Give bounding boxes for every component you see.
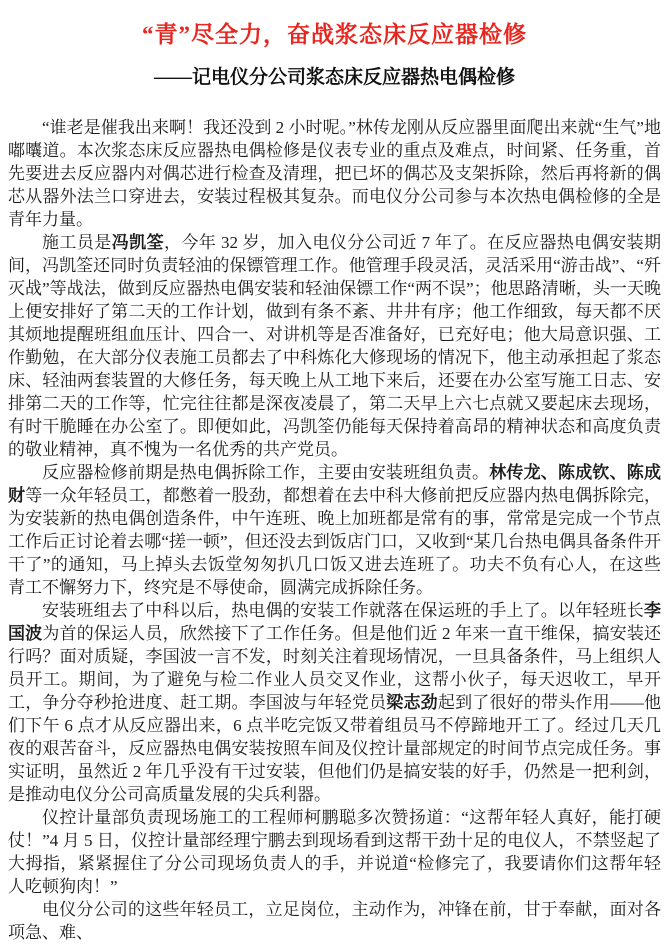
text-run: 起到了很好的带头作用——他们下午 6 点才从反应器出来，6 点半吃完饭又带着组员马不停蹄地开工了。经过几天几夜的艰苦奋斗，反应器热电偶安装按照车间及仪控计量部规定的时间节点完成任务。事实证明，虽然近 2 年几乎没有干过安装，但他们仍是搞安装的好手，仍然是一把利剑，是推动电仪分公司高质量发展的尖兵利器。 xyxy=(8,693,662,804)
paragraph-1 xyxy=(8,116,661,231)
person-name-liang-zhijin: 梁志劲 xyxy=(386,693,438,712)
paragraph-3 xyxy=(8,461,661,599)
article-body xyxy=(8,116,661,944)
paragraph-2 xyxy=(8,231,661,461)
paragraph-4 xyxy=(8,599,661,806)
paragraph-5 xyxy=(8,806,661,898)
text-run: “谁老是催我出来啊！我还没到 2 小时呢。”林传龙刚从反应器里面爬出来就“生气”地嘟囔道。本次浆态床反应器热电偶检修是仪表专业的重点及难点，时间紧、任务重，首先要进去反应器内对偶芯进行检查及清理，把已坏的偶芯及支架拆除，然后再将新的偶芯从器外法兰口穿进去，安装过程极其复杂。而电仪分公司参与本次热电偶检修的全是青年力量。 xyxy=(8,118,661,229)
text-run: 电仪分公司的这些年轻员工，立足岗位，主动作为，冲锋在前，甘于奉献，面对各项急、难、 xyxy=(8,900,661,942)
person-names-lin-chen-chen: 林传龙、陈成钦、陈成财 xyxy=(8,463,662,505)
text-run: 施工员是 xyxy=(42,233,112,252)
text-run: 反应器检修前期是热电偶拆除工作，主要由安装班组负责。 xyxy=(42,463,490,482)
person-name-li-guobo: 李国波 xyxy=(8,601,661,643)
text-run: ，今年 32 岁，加入电仪分公司近 7 年了。在反应器热电偶安装期间，冯凯筌还同时负责轻油的保镖管理工作。他管理手段灵活，灵活采用“游击战”、“歼灭战”等战法，做到反应器热电偶安装和轻油保镖工作“两不误”；他思路清晰，头一天晚上便安排好了第二天的工作计划，做到有条不紊、井井有序；他工作细致，每天都不厌其烦地提醒班组血压计、四合一、对讲机等是否准备好，已充好电；他大局意识强、工作勤勉，在大部分仪表施工员都去了中科炼化大修现场的情况下，他主动承担起了浆态床、轻油两套装置的大修任务，每天晚上从工地下来后，还要在办公室写施工日志、安排第二天的工作等，忙完往往都是深夜凌晨了，第二天早上六七点就又要起床去现场，有时干脆睡在办公室了。即便如此，冯凯筌仍能每天保持着高昂的精神状态和高度负责的敬业精神，真不愧为一名优秀的共产党员。 xyxy=(8,233,662,459)
article-title: “青”尽全力，奋战浆态床反应器检修 xyxy=(142,22,527,47)
person-name-feng-kaiquan: 冯凯筌 xyxy=(111,233,165,252)
text-run: 为首的保运人员，欣然接下了工作任务。但是他们近 2 年来一直干维保，搞安装还行吗？面对质疑，李国波一言不发，时刻关注着现场情况，一旦具备条件，马上组织人员开工。期间，为了避免与检二作业人员交叉作业，这帮小伙子，每天迟收工，早开工，争分夺秒抢进度、赶工期。李国波与年轻党员 xyxy=(8,624,662,712)
text-run: 等一众年轻员工，都憋着一股劲，都想着在去中科大修前把反应器内热电偶拆除完，为安装新的热电偶创造条件，中午连班、晚上加班都是常有的事，常常是完成一个节点工作后正讨论着去哪“搓一顿”，但还没去到饭店门口，又收到“某几台热电偶具备条件开干了”的通知，马上掉头去饭堂匆匆扒几口饭又进去连班了。功夫不负有心人，在这些青工不懈努力下，终究是不辱使命，圆满完成拆除任务。 xyxy=(8,486,662,597)
article-subtitle: ——记电仪分公司浆态床反应器热电偶检修 xyxy=(153,67,515,88)
paragraph-6 xyxy=(8,898,661,944)
text-run: 安装班组去了中科以后，热电偶的安装工作就落在保运班的手上了。以年轻班长 xyxy=(42,601,644,620)
text-run: 仪控计量部负责现场施工的工程师柯鹏聪多次赞扬道：“这帮年轻人真好，能打硬仗！”4 月 5 日，仪控计量部经理宁鹏去到现场看到这帮干劲十足的电仪人，不禁竖起了大拇指，紧紧握住了分公司现场负责人的手，并说道“检修完了，我要请你们这帮年轻人吃顿狗肉！” xyxy=(8,808,661,896)
